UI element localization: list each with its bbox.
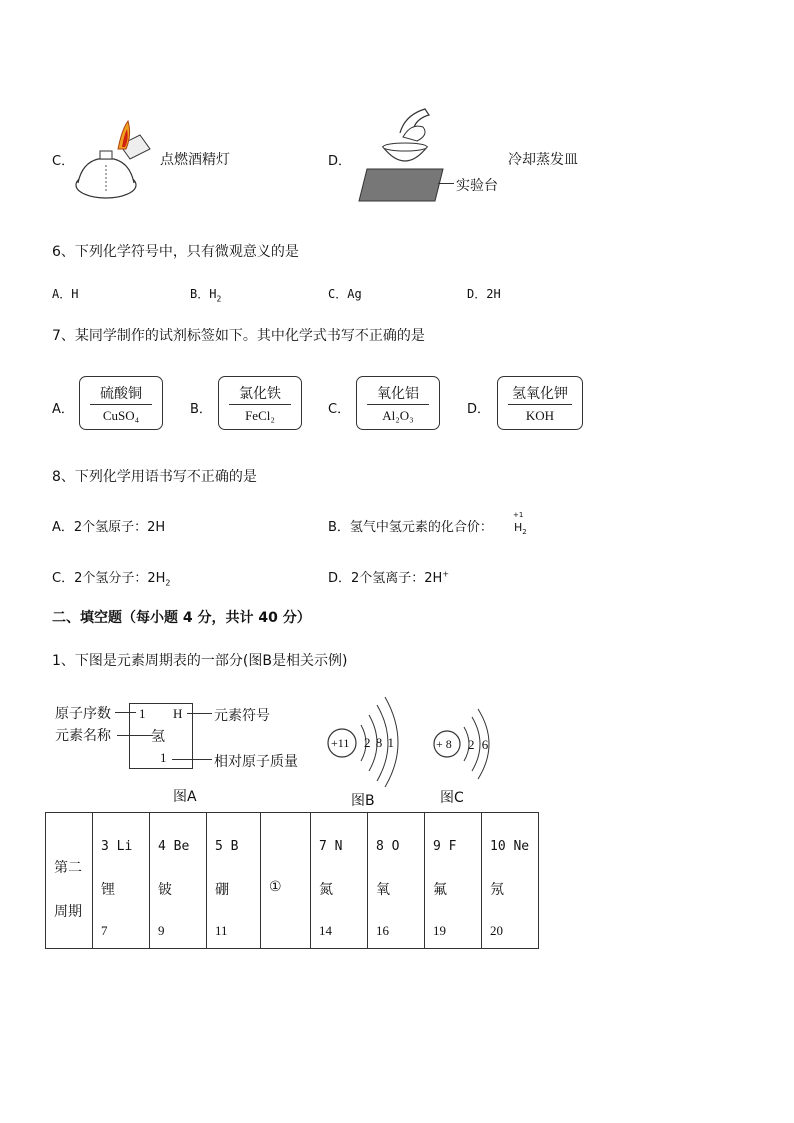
table-cell-ne: 10 Ne 氖 20 <box>482 813 539 949</box>
q5-option-c-letter: C． <box>52 154 75 169</box>
fig-b-shells: 2 8 1 <box>364 735 395 750</box>
q6-option-d: D．2H <box>467 287 501 301</box>
q8-valence-sup: +1 <box>513 511 524 519</box>
table-cell-n: 7 N 氮 14 <box>311 813 368 949</box>
q6-stem: 6、下列化学符号中，只有微观意义的是 <box>52 244 299 260</box>
q6-option-b: B．$H_2$ <box>190 287 222 304</box>
q8-option-d: D．2个氢离子：2H+ <box>328 569 450 586</box>
label-formula: CuSO₄ <box>102 408 140 423</box>
fig-a-number: 1 <box>139 706 146 721</box>
q6-option-a: A．H <box>52 287 79 301</box>
q7-label-b <box>218 376 302 430</box>
table-cell-b: 5 B 硼 11 <box>207 813 261 949</box>
alcohol-lamp-lighting-icon <box>70 115 160 205</box>
fill-q1-stem: 1、下图是元素周期表的一部分(图B是相关示例) <box>52 653 348 669</box>
q7-option-c-letter: C． <box>328 402 351 417</box>
fig-b-caption: 图B <box>351 793 375 809</box>
table-cell-o: 8 O 氧 16 <box>368 813 425 949</box>
periodic-table-period-2 <box>45 812 539 949</box>
label-formula: KOH <box>525 408 555 423</box>
fig-a-symbol: H <box>173 706 183 721</box>
table-cell-be: 4 Be 铍 9 <box>150 813 207 949</box>
q7-option-a-letter: A． <box>52 402 74 417</box>
label-name: 氧化铝 <box>377 386 419 402</box>
label-formula: Al₂O₃ <box>382 408 414 423</box>
q7-option-b-letter: B． <box>190 402 212 417</box>
q8-option-c: C．2个氢分子：$2H_2$ <box>52 571 171 588</box>
bench-pointer-line <box>438 183 454 184</box>
table-cell-li: 3 Li 锂 7 <box>93 813 150 949</box>
q7-label-a <box>79 376 163 430</box>
q7-label-c <box>356 376 440 430</box>
label-name: 氯化铁 <box>239 386 281 402</box>
q5-option-d-letter: D． <box>328 154 352 169</box>
fig-a-mass: 1 <box>160 750 167 765</box>
fig-c-nucleus: + 8 <box>436 737 452 751</box>
fig-a-symbol-label: 元素符号 <box>214 708 270 724</box>
fig-c-shells: 2 6 <box>468 737 491 752</box>
fig-a-mass-label: 相对原子质量 <box>214 754 298 770</box>
q7-option-d-letter: D． <box>467 402 491 417</box>
table-cell-blank-1: ① <box>261 813 311 949</box>
q7-label-d <box>497 376 583 430</box>
q6-option-c: C．Ag <box>328 287 362 301</box>
fig-c-caption: 图C <box>440 790 464 806</box>
table-row-header: 第二 周期 <box>46 813 93 949</box>
fig-a-atomic-number-label: 原子序数 <box>55 706 111 722</box>
q8-stem: 8、下列化学用语书写不正确的是 <box>52 469 257 485</box>
q5-option-c-text: 点燃酒精灯 <box>160 152 230 168</box>
label-name: 氢氧化钾 <box>512 386 568 402</box>
label-formula: FeCl₂ <box>245 408 275 423</box>
section-2-title: 二、填空题（每小题 4 分，共计 40 分） <box>52 610 311 626</box>
q8-valence-base: $H_2$ <box>514 521 527 537</box>
evaporating-dish-cooling-icon <box>355 105 455 205</box>
q8-option-a: A．2个氢原子：2H <box>52 520 166 535</box>
fig-b-nucleus: +11 <box>331 736 350 750</box>
label-name: 硫酸铜 <box>100 386 142 402</box>
fig-a-name: 氢 <box>151 729 165 745</box>
q5-bench-label: 实验台 <box>456 178 498 194</box>
table-cell-f: 9 F 氟 19 <box>425 813 482 949</box>
q5-option-d-text: 冷却蒸发皿 <box>508 152 578 168</box>
fig-a-caption: 图A <box>173 789 197 805</box>
fig-a-element-name-label: 元素名称 <box>55 728 111 744</box>
q8-option-b: B．氢气中氢元素的化合价： <box>328 520 493 535</box>
q7-stem: 7、某同学制作的试剂标签如下。其中化学式书写不正确的是 <box>52 328 425 344</box>
